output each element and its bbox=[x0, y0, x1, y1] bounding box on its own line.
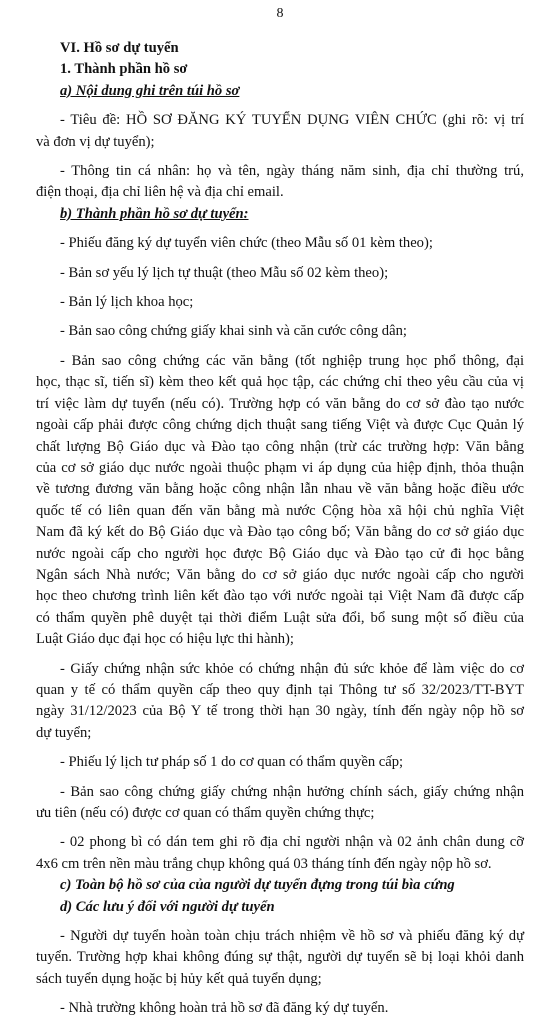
subsection-title: 1. Thành phần hồ sơ bbox=[60, 61, 188, 78]
paragraph-line: - Bản sao công chứng giấy khai sinh và căn cước công dân; bbox=[60, 323, 407, 340]
paragraph-item bbox=[36, 752, 524, 773]
paragraph-item bbox=[36, 926, 524, 990]
paragraph-line: tuyển. Trường hợp khai không đúng sự thật, người dự tuyển sẽ bị loại khỏi danh bbox=[36, 949, 524, 966]
page-number: 8 bbox=[276, 6, 284, 21]
paragraph-line: - Bản sao công chứng các văn bằng (tốt nghiệp trung học phổ thông, đại bbox=[60, 352, 524, 369]
paragraph-line: dự tuyển; bbox=[36, 724, 92, 741]
paragraph-line: học theo chương trình liên kết đào tạo với nước ngoài tại Việt Nam đã được cấp bbox=[36, 588, 524, 605]
part-b-items bbox=[36, 233, 524, 875]
paragraph-line: - Bản sơ yếu lý lịch tự thuật (theo Mẫu số 02 kèm theo); bbox=[60, 264, 389, 281]
section-title: VI. Hồ sơ dự tuyển bbox=[60, 40, 179, 56]
paragraph-line: - Nhà trường không hoàn trả hồ sơ đã đăng ký dự tuyển. bbox=[60, 1000, 389, 1017]
paragraph-line: trí việc làm dự tuyển (nếu có). Trường hợp có văn bằng do cơ sở đào tạo nước bbox=[36, 395, 524, 412]
paragraph-line: điện thoại, địa chỉ liên hệ và địa chỉ email. bbox=[36, 184, 284, 201]
part-a-items bbox=[36, 110, 524, 204]
part-d-title: d) Các lưu ý đối với người dự tuyển bbox=[60, 898, 275, 915]
paragraph-line: - Tiêu đề: HỒ SƠ ĐĂNG KÝ TUYỂN DỤNG VIÊN CHỨC (ghi rõ: vị trí bbox=[60, 112, 524, 129]
paragraph-line: quan y tế có thẩm quyền cấp theo quy định tại Thông tư số 32/2023/TT-BYT bbox=[36, 681, 524, 698]
paragraph-line: - Bản sao công chứng giấy chứng nhận hưởng chính sách, giấy chứng nhận bbox=[60, 783, 524, 800]
part-c-title: c) Toàn bộ hồ sơ của của người dự tuyển đựng trong túi bìa cứng bbox=[60, 877, 455, 894]
paragraph-line: - Phiếu lý lịch tư pháp số 1 do cơ quan có thẩm quyền cấp; bbox=[60, 754, 404, 771]
paragraph-line: và đơn vị dự tuyển); bbox=[36, 133, 155, 150]
paragraph-item bbox=[36, 351, 524, 651]
paragraph-line: - Phiếu đăng ký dự tuyển viên chức (theo Mẫu số 01 kèm theo); bbox=[60, 235, 433, 252]
paragraph-line: - Người dự tuyển hoàn toàn chịu trách nhiệm về hồ sơ và phiếu đăng ký dự bbox=[60, 928, 524, 945]
paragraph-line: chất lượng Bộ Giáo dục và Đào tạo công nhận (trừ các trường hợp: Văn bằng bbox=[36, 438, 524, 455]
paragraph-item bbox=[36, 998, 524, 1019]
paragraph-line: về tương đương văn bằng hoặc công nhận lẫn nhau về văn bằng hoặc điều ước bbox=[36, 481, 524, 498]
paragraph-item bbox=[36, 832, 524, 875]
paragraph-item bbox=[36, 233, 524, 254]
paragraph-line: ngày 31/12/2023 của Bộ Y tế trong thời hạn 30 ngày, tính đến ngày nộp hồ sơ bbox=[36, 703, 524, 720]
paragraph-line: của cơ sở giáo dục nước ngoài thuộc phạm vi áp dụng của hiệp định, thỏa thuận bbox=[36, 459, 524, 476]
paragraph-line: Luật Giáo dục đại học có hiệu lực thi hành); bbox=[36, 631, 294, 648]
paragraph-item bbox=[36, 263, 524, 284]
paragraph-line: quốc tế có liên quan đến văn bằng mà nước Cộng hòa xã hội chủ nghĩa Việt bbox=[36, 502, 524, 519]
part-a-title: a) Nội dung ghi trên túi hồ sơ bbox=[60, 82, 240, 99]
paragraph-item bbox=[36, 110, 524, 153]
paragraph-line: học, thạc sĩ, tiến sĩ) kèm theo kết quả học tập, các chứng chỉ theo yêu cầu của vị bbox=[36, 374, 524, 391]
paragraph-item bbox=[36, 161, 524, 204]
part-b-title: b) Thành phần hồ sơ dự tuyển: bbox=[60, 205, 249, 222]
paragraph-item bbox=[36, 321, 524, 342]
paragraph-item bbox=[36, 659, 524, 745]
paragraph-line: có thẩm quyền phê duyệt tại thời điểm Luật sửa đổi, bổ sung một số điều của bbox=[36, 609, 524, 626]
part-d-items bbox=[36, 926, 524, 1020]
paragraph-line: ưu tiên (nếu có) được cơ quan có thẩm quyền chứng thực; bbox=[36, 805, 375, 821]
paragraph-line: - Giấy chứng nhận sức khỏe có chứng nhận đủ sức khỏe để làm việc do cơ bbox=[60, 660, 524, 677]
paragraph-line: Ngân sách Nhà nước; Văn bằng do cơ sở giáo dục nước ngoài cấp cho người bbox=[36, 566, 524, 583]
paragraph-line: - Thông tin cá nhân: họ và tên, ngày tháng năm sinh, địa chỉ thường trú, bbox=[60, 163, 524, 180]
paragraph-line: Nam đã ký kết do Bộ Giáo dục và Đào tạo công bố; Văn bằng do cơ sở giáo dục bbox=[36, 524, 524, 541]
paragraph-item bbox=[36, 782, 524, 825]
paragraph-line: ngoài cấp phải được công chứng dịch thuật sang tiếng Việt và được Cục Quản lý bbox=[36, 417, 524, 434]
paragraph-line: - Bản lý lịch khoa học; bbox=[60, 294, 194, 311]
paragraph-line: 4x6 cm trên nền màu trắng chụp không quá 03 tháng tính đến ngày nộp hồ sơ. bbox=[36, 855, 492, 872]
paragraph-line: - 02 phong bì có dán tem ghi rõ địa chỉ người nhận và 02 ảnh chân dung cỡ bbox=[60, 834, 524, 851]
paragraph-line: nước ngoài cấp cho người học được Bộ Giáo dục và Đào tạo cử đi học bằng bbox=[36, 545, 524, 562]
paragraph-item bbox=[36, 292, 524, 313]
paragraph-line: sách tuyển dụng hoặc bị hủy kết quả tuyển dụng; bbox=[36, 970, 322, 987]
